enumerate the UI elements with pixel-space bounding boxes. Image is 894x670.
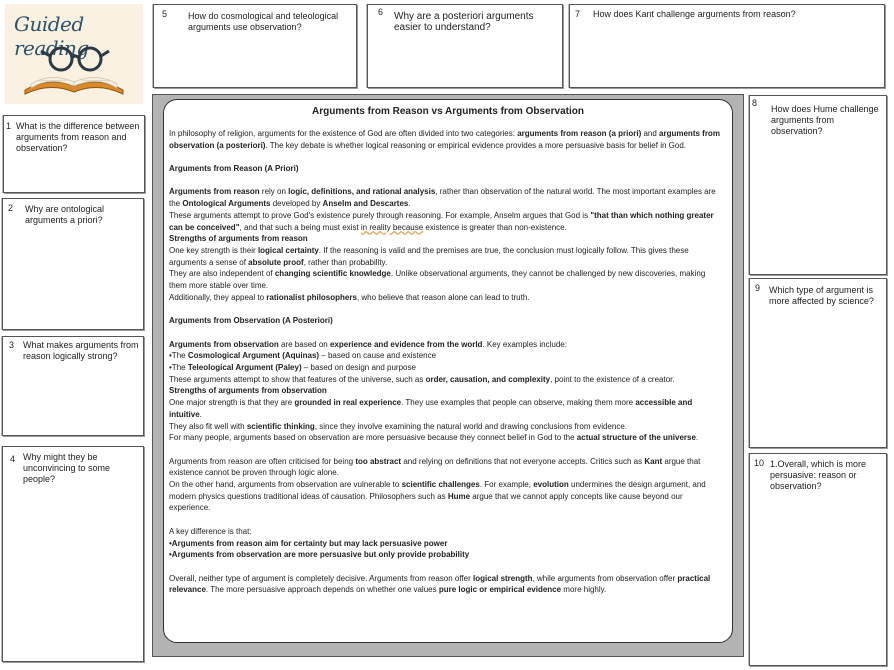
question-text: Which type of argument is more affected by science? xyxy=(769,285,874,306)
question-number: 9 xyxy=(755,283,761,293)
difference-intro: A key difference is that: xyxy=(169,526,252,536)
observation-paragraph-2: These arguments attempt to show that features of the universe, such as order, causation, and complexity, point to the existence of a creator. xyxy=(169,374,675,384)
question-number: 4 xyxy=(10,454,16,464)
question-text: How does Hume challenge arguments from observation? xyxy=(771,104,879,136)
difference-point-2: •Arguments from observation are more persuasive but only provide probability xyxy=(169,550,470,560)
question-number: 7 xyxy=(575,9,581,19)
question-box-8[interactable] xyxy=(749,95,887,275)
reason-strength-1: One key strength is their logical certainty. If the reasoning is valid and the premises are true, the conclusion must logically follow. This gives these arguments a sense of absolute proof, rather than probability. xyxy=(169,246,689,267)
observation-strength-1: One major strength is that they are grounded in real experience. They use examples that people can observe, making them more accessible and intuitive. xyxy=(169,398,693,419)
question-box-9[interactable] xyxy=(749,278,887,448)
article-body xyxy=(169,128,725,596)
question-box-10[interactable] xyxy=(749,453,887,666)
question-text: Why might they be unconvincing to some people? xyxy=(23,452,111,484)
question-number: 6 xyxy=(378,7,384,17)
question-box-4[interactable] xyxy=(2,446,144,662)
question-text: How do cosmological and teleological arguments use observation? xyxy=(188,11,339,32)
observation-bullet-2: •The Teleological Argument (Paley) – based on design and purpose xyxy=(169,363,416,372)
reason-strength-2: They are also independent of changing scientific knowledge. Unlike observational arguments, they cannot be challenged by new discoveries, making them more stable over time. xyxy=(169,269,706,291)
question-box-1[interactable] xyxy=(3,115,145,193)
question-box-5[interactable] xyxy=(153,4,357,88)
question-text: What is the difference between arguments from reason and observation? xyxy=(16,121,140,153)
reason-heading: Arguments from Reason (A Priori) xyxy=(169,164,299,174)
guided-reading-logo xyxy=(5,4,143,104)
difference-point-1: •Arguments from reason aim for certainty but may lack persuasive power xyxy=(169,538,448,548)
question-text: Why are ontological arguments a priori? xyxy=(25,204,105,225)
observation-strength-3: For many people, arguments based on observation are more persuasive because they connect belief in God to the actual structure of the universe. xyxy=(169,433,699,443)
observation-bullet-1: •The Cosmological Argument (Aquinas) – based on cause and existence xyxy=(169,351,437,361)
question-text: 1.Overall, which is more persuasive: reason or observation? xyxy=(770,459,867,491)
question-text: Why are a posteriori arguments easier to understand? xyxy=(394,11,534,33)
question-number: 3 xyxy=(9,340,15,350)
reason-paragraph-2: These arguments attempt to prove God's existence purely through reasoning. For example, Anselm argues that God is "that than which nothing greater can be conceived", and that such a being must exist in reality because existence is greater than non-existence. xyxy=(169,210,714,232)
criticism-paragraph-2: On the other hand, arguments from observation are vulnerable to scientific challenges. For example, evolution undermines the design argument, and modern physics questions traditional ideas of causation. Philosophers such as Hume argue that we cannot apply concepts like cause beyond our experience. xyxy=(169,480,706,513)
question-box-3[interactable] xyxy=(2,336,144,436)
intro-paragraph: In philosophy of religion, arguments for the existence of God are often divided into two categories: arguments from reason (a priori) and arguments from observation (a posteriori). The key debate is whether logical reasoning or empirical evidence provides a more persuasive basis for belief in God. xyxy=(169,129,720,150)
reason-strength-3: Additionally, they appeal to rationalist philosophers, who believe that reason alone can lead to truth. xyxy=(169,292,530,302)
criticism-paragraph-1: Arguments from reason are often criticised for being too abstract and relying on definitions that not everyone accepts. Critics such as Kant argue that existence cannot be proven through logic alone. xyxy=(169,456,701,478)
question-box-6[interactable] xyxy=(367,4,563,88)
glasses-and-book-icon xyxy=(5,4,143,104)
article-title: Arguments from Reason vs Arguments from Observation xyxy=(312,106,584,117)
reason-paragraph-1: Arguments from reason rely on logic, definitions, and rational analysis, rather than observation of the natural world. The most important examples are the Ontological Arguments developed by Anselm and Descartes. xyxy=(169,187,716,209)
article-panel xyxy=(152,94,744,657)
question-box-2[interactable] xyxy=(2,198,144,330)
observation-strength-2: They also fit well with scientific thinking, since they involve examining the natural world and drawing conclusions from evidence. xyxy=(169,421,627,431)
reason-strengths-heading: Strengths of arguments from reason xyxy=(169,234,308,244)
question-text: What makes arguments from reason logically strong? xyxy=(23,340,139,361)
logo-title: Guided reading xyxy=(14,12,89,60)
question-text: How does Kant challenge arguments from reason? xyxy=(593,9,796,19)
article-card xyxy=(163,99,733,643)
observation-paragraph-1: Arguments from observation are based on experience and evidence from the world. Key examples include: xyxy=(169,339,567,349)
conclusion-paragraph: Overall, neither type of argument is completely decisive. Arguments from reason offer logical strength, while arguments from observation offer practical relevance. The more persuasive approach depends on whether one values pure logic or empirical evidence more highly. xyxy=(169,573,711,595)
question-number: 10 xyxy=(754,458,765,468)
question-number: 8 xyxy=(752,98,758,108)
observation-heading: Arguments from Observation (A Posteriori) xyxy=(169,316,333,326)
question-number: 1 xyxy=(6,121,12,131)
question-number: 2 xyxy=(8,203,14,213)
observation-strengths-heading: Strengths of arguments from observation xyxy=(169,386,327,396)
question-number: 5 xyxy=(162,9,168,19)
question-box-7[interactable] xyxy=(569,4,885,88)
